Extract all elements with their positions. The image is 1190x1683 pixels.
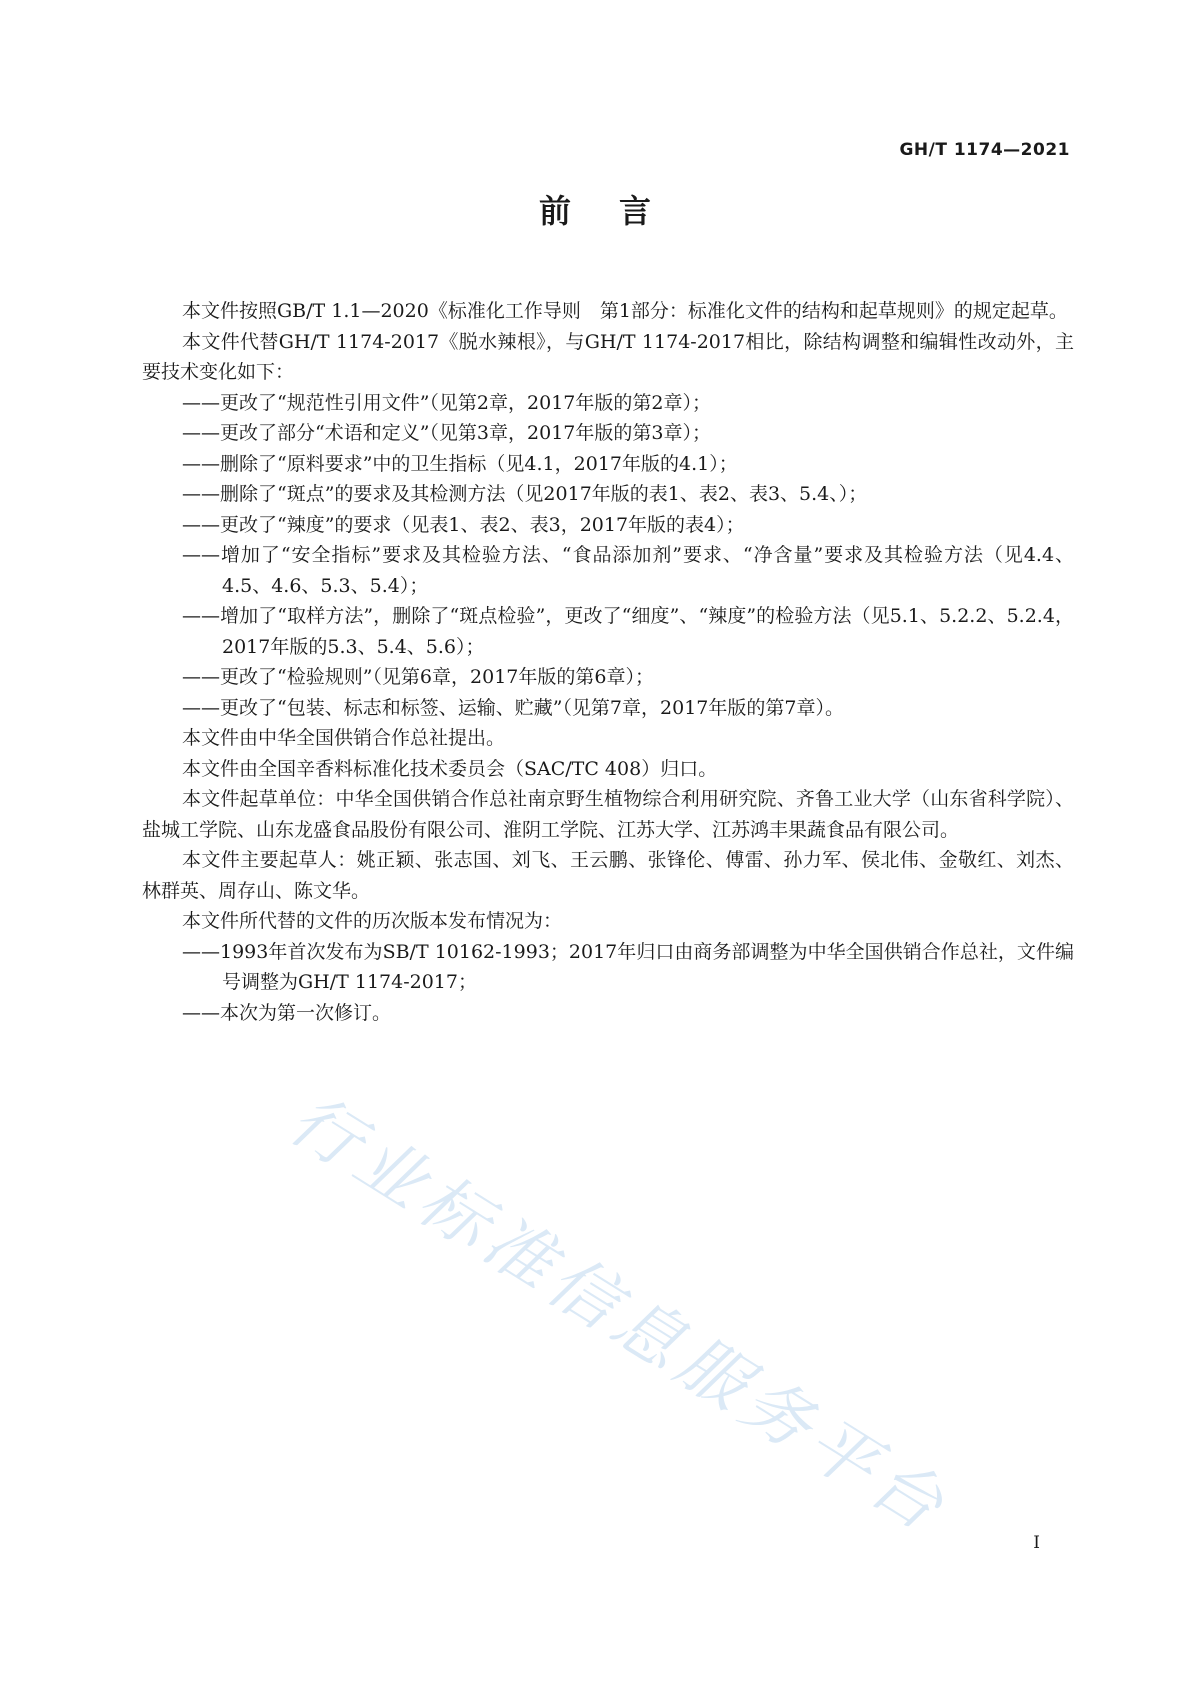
watermark: 行业标准信息服务平台 [275, 1080, 963, 1550]
paragraph: 本文件代替GH/T 1174-2017《脱水辣根》，与GH/T 1174-2017相比，除结构调整和编辑性改动外，主要技术变化如下： [142, 330, 1074, 383]
paragraph: 本文件起草单位：中华全国供销合作总社南京野生植物综合利用研究院、齐鲁工业大学（山东省科学院）、盐城工学院、山东龙盛食品股份有限公司、淮阴工学院、江苏大学、江苏鸿丰果蔬食品有限公司。 [142, 788, 1074, 841]
list-item: ——更改了“检验规则”（见第6章，2017年版的第6章）； [182, 666, 654, 688]
list-item: ——更改了“包装、标志和标签、运输、贮藏”（见第7章，2017年版的第7章）。 [182, 696, 844, 719]
paragraph: 本文件由全国辛香料标准化技术委员会（SAC/TC 408）归口。 [182, 757, 718, 780]
list-item: ——本次为第一次修订。 [182, 1001, 392, 1024]
paragraph: 本文件所代替的文件的历次版本发布情况为： [182, 910, 563, 932]
list-item: ——增加了“安全指标”要求及其检验方法、“食品添加剂”要求、“净含量”要求及其检验方法（见4.4、4.5、4.6、5.3、5.4）； [182, 544, 1074, 597]
standard-code: GH/T 1174—2021 [899, 140, 1070, 160]
list-item: ——增加了“取样方法”，删除了“斑点检验”，更改了“细度”、“辣度”的检验方法（见5.1、5.2.2、5.2.4，2017年版的5.3、5.4、5.6）； [182, 605, 1074, 658]
page-title: 前言 [538, 192, 699, 230]
list-item: ——更改了部分“术语和定义”（见第3章，2017年版的第3章）； [182, 422, 711, 444]
paragraph: 本文件按照GB/T 1.1—2020《标准化工作导则 第1部分：标准化文件的结构和起草规则》的规定起草。 [182, 300, 1068, 322]
paragraph: 本文件主要起草人：姚正颖、张志国、刘飞、王云鹏、张锋伦、傅雷、孙力军、侯北伟、金敬红、刘杰、林群英、周存山、陈文华。 [142, 849, 1074, 902]
list-item: ——1993年首次发布为SB/T 10162-1993；2017年归口由商务部调整为中华全国供销合作总社，文件编号调整为GH/T 1174-2017； [182, 940, 1074, 993]
list-item: ——删除了“原料要求”中的卫生指标（见4.1，2017年版的4.1）； [182, 452, 738, 475]
list-item: ——更改了“规范性引用文件”（见第2章，2017年版的第2章）； [182, 391, 711, 414]
foreword-body [142, 296, 1074, 1028]
page-number: I [1033, 1533, 1040, 1553]
list-item: ——删除了“斑点”的要求及其检测方法（见2017年版的表1、表2、表3、5.4、）； [182, 483, 868, 505]
paragraph: 本文件由中华全国供销合作总社提出。 [182, 727, 506, 749]
list-item: ——更改了“辣度”的要求（见表1、表2、表3，2017年版的表4）； [182, 513, 745, 536]
